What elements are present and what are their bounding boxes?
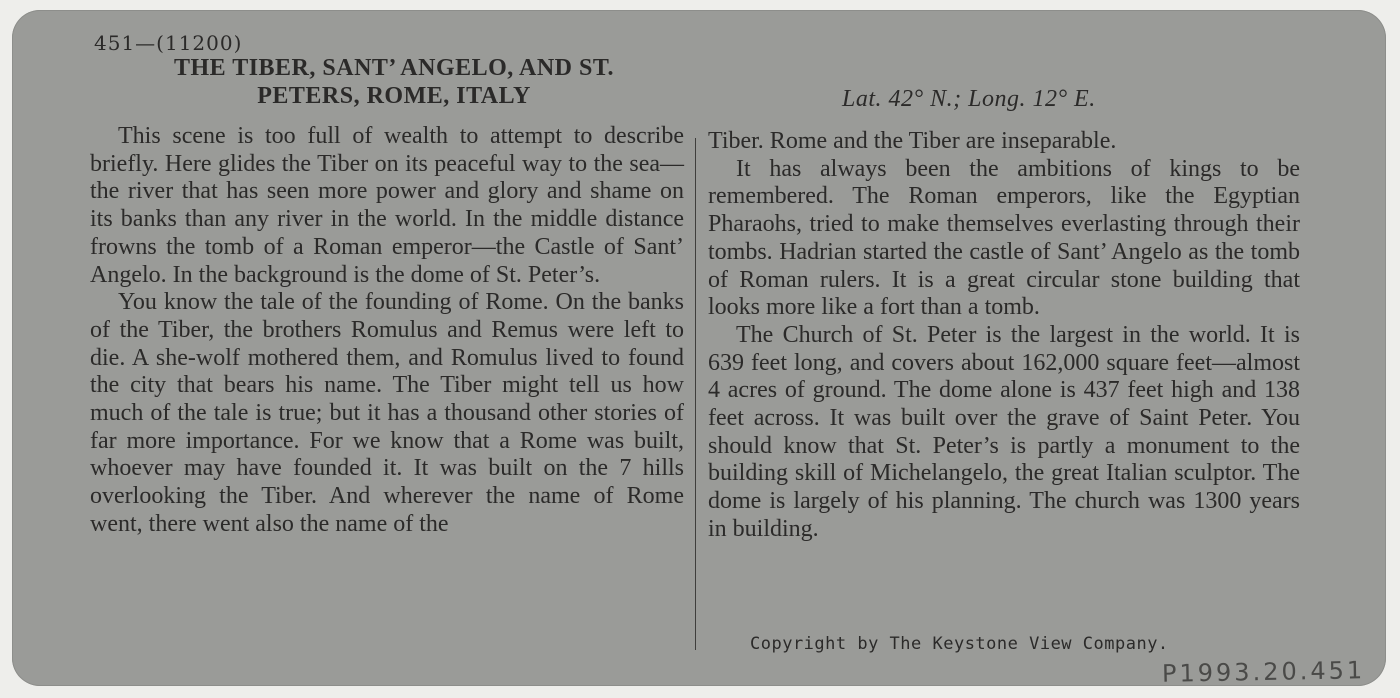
stereoview-card-back	[12, 10, 1386, 686]
paragraph: It has always been the ambitions of kings to be remembered. The Roman emperors, like the Egyptian Pharaohs, tried to make themselves everlasting through their tombs. Hadrian started the castle of Sant’ Angelo as the tomb of Roman rulers. It is a great circular stone building that looks more like a fort than a tomb.	[708, 155, 1300, 321]
title-line-1: THE TIBER, SANT’ ANGELO, AND ST.	[173, 55, 615, 81]
header-block	[94, 32, 694, 110]
paragraph: You know the tale of the founding of Rome. On the banks of the Tiber, the brothers Romulus and Remus were left to die. A she-wolf mothered them, and Romulus lived to found the city that bears his name. The Tiber might tell us how much of the tale is true; but it has a thousand other stories of far more importance. For we know that a Rome was built, whoever may have founded it. It was built on the 7 hills overlooking the Tiber. And wherever the name of Rome went, there went also the name of the	[90, 289, 684, 537]
catalog-number: 451—(11200)	[94, 31, 243, 55]
column-divider	[695, 138, 696, 650]
paragraph: Tiber. Rome and the Tiber are inseparable.	[708, 128, 1117, 154]
title-line-2: PETERS, ROME, ITALY	[257, 83, 531, 109]
accession-number: P1993.20.451	[1161, 656, 1366, 688]
paragraph: This scene is too full of wealth to attempt to describe briefly. Here glides the Tiber on its peaceful way to the sea—the river that has seen more power and glory and shame on its banks than any river in the world. In the middle distance frowns the tomb of a Roman emperor—the Castle of Sant’ Angelo. In the background is the dome of St. Peter’s.	[90, 123, 684, 288]
text-column-right	[708, 128, 1300, 544]
lat-long: Lat. 42° N.; Long. 12° E.	[842, 86, 1096, 112]
copyright-line: Copyright by The Keystone View Company.	[750, 634, 1169, 654]
text-column-left	[90, 123, 684, 539]
paragraph: The Church of St. Peter is the largest in the world. It is 639 feet long, and covers about 162,000 square feet—almost 4 acres of ground. The dome alone is 437 feet high and 138 feet across. It was built over the grave of Saint Peter. You should know that St. Peter’s is partly a monument to the building skill of Michelangelo, the great Italian sculptor. The dome is largely of his planning. The church was 1300 years in building.	[708, 321, 1300, 542]
